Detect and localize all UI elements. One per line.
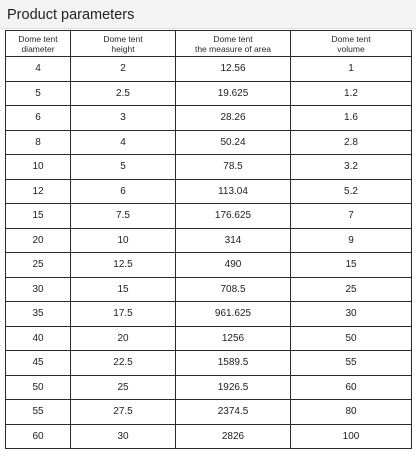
area-cell: 1256 [176,326,291,351]
diameter-cell: 12 [6,179,71,204]
diameter-cell: 30 [6,277,71,302]
diameter-cell: 15 [6,204,71,229]
area-cell: 314 [176,228,291,253]
diameter-cell: 6 [6,106,71,131]
area-cell: 1589.5 [176,351,291,376]
area-cell: 2826 [176,424,291,449]
volume-cell: 1 [291,57,412,82]
volume-cell: 7 [291,204,412,229]
header-diameter-line2: diameter [21,43,55,54]
height-cell: 4 [71,130,176,155]
volume-cell: 50 [291,326,412,351]
volume-cell: 1.6 [291,106,412,131]
header-area [176,31,291,57]
diameter-cell: 45 [6,351,71,376]
volume-cell: 1.2 [291,81,412,106]
area-cell: 12.56 [176,57,291,82]
table-row [6,81,412,106]
height-cell: 30 [71,424,176,449]
area-cell: 1926.5 [176,375,291,400]
diameter-cell: 25 [6,253,71,278]
height-cell: 27.5 [71,400,176,425]
volume-cell: 30 [291,302,412,327]
volume-cell: 55 [291,351,412,376]
header-height [71,31,176,57]
volume-cell: 100 [291,424,412,449]
header-row [6,31,412,57]
height-cell: 3 [71,106,176,131]
area-cell: 113.04 [176,179,291,204]
table-row [6,277,412,302]
table-row [6,130,412,155]
height-cell: 5 [71,155,176,180]
table-body [6,57,412,449]
diameter-cell: 50 [6,375,71,400]
diameter-cell: 20 [6,228,71,253]
height-cell: 12.5 [71,253,176,278]
area-cell: 961.625 [176,302,291,327]
volume-cell: 5.2 [291,179,412,204]
table-row [6,106,412,131]
diameter-cell: 4 [6,57,71,82]
area-cell: 19.625 [176,81,291,106]
diameter-cell: 5 [6,81,71,106]
area-cell: 490 [176,253,291,278]
header-height-line1: Dome tent [103,33,143,44]
height-cell: 15 [71,277,176,302]
volume-cell: 9 [291,228,412,253]
table-row [6,155,412,180]
table-row [6,228,412,253]
area-cell: 28.26 [176,106,291,131]
height-cell: 2.5 [71,81,176,106]
table-row [6,326,412,351]
height-cell: 22.5 [71,351,176,376]
header-diameter-line1: Dome tent [18,33,58,44]
header-volume [291,31,412,57]
area-cell: 78.5 [176,155,291,180]
diameter-cell: 35 [6,302,71,327]
volume-cell: 25 [291,277,412,302]
diameter-cell: 55 [6,400,71,425]
header-area-line1: Dome tent [213,33,253,44]
header-diameter [6,31,71,57]
table-row [6,351,412,376]
header-volume-line2: volume [337,43,365,54]
header-area-line2: the measure of area [194,43,272,54]
volume-cell: 3.2 [291,155,412,180]
table-row [6,204,412,229]
diameter-cell: 60 [6,424,71,449]
table-row [6,302,412,327]
height-cell: 20 [71,326,176,351]
area-cell: 2374.5 [176,400,291,425]
area-cell: 50.24 [176,130,291,155]
header-height-line2: height [111,43,135,54]
height-cell: 10 [71,228,176,253]
volume-cell: 15 [291,253,412,278]
diameter-cell: 40 [6,326,71,351]
area-cell: 176.625 [176,204,291,229]
volume-cell: 2.8 [291,130,412,155]
height-cell: 25 [71,375,176,400]
height-cell: 6 [71,179,176,204]
height-cell: 2 [71,57,176,82]
height-cell: 17.5 [71,302,176,327]
area-cell: 708.5 [176,277,291,302]
table-row [6,424,412,449]
diameter-cell: 10 [6,155,71,180]
table-row [6,253,412,278]
header-volume-line1: Dome tent [331,33,371,44]
table-row [6,375,412,400]
table-row [6,57,412,82]
height-cell: 7.5 [71,204,176,229]
table-row [6,400,412,425]
table-row [6,179,412,204]
page-title: Product parameters [7,7,135,23]
volume-cell: 60 [291,375,412,400]
title-bar [0,0,416,29]
diameter-cell: 8 [6,130,71,155]
parameters-table [5,30,412,449]
volume-cell: 80 [291,400,412,425]
